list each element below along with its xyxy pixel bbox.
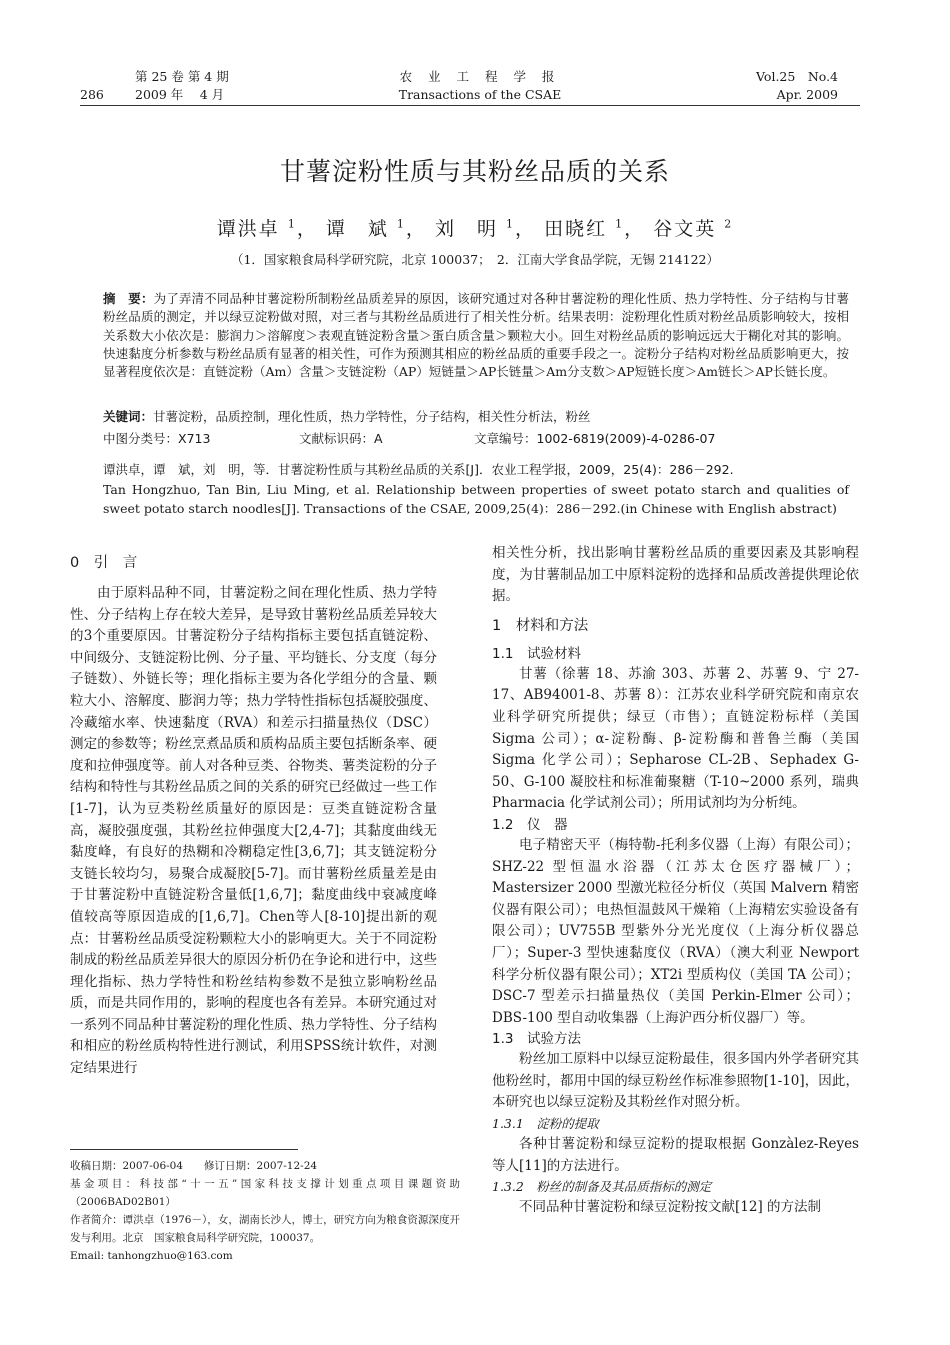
volume-cn: 第 25 卷 第 4 期: [135, 69, 229, 84]
noodle-prep-paragraph: 不同品种甘薯淀粉和绿豆淀粉按文献[12] 的方法制: [519, 1199, 822, 1216]
left-column: [70, 553, 437, 1080]
citation-cn: 谭洪卓，谭 斌，刘 明，等．甘薯淀粉性质与其粉丝品质的关系[J]．农业工程学报，2009，25(4)：286－292.: [103, 462, 734, 477]
materials-paragraph: 甘薯（徐薯 18、苏渝 303、苏薯 2、苏薯 9、宁 27-17、AB94001-8、苏薯 8）：江苏农业科学研究院和南京农业科学研究所提供；绿豆（市售）；直链淀粉标样（美国 Sigma 公司）；α-淀粉酶、β-淀粉酶和普鲁兰酶（美国 Sigma 化学公司）；Sepharose CL-2B、Sephadex G-50、G-100 凝胶柱和标准葡聚糖（T-10~2000 系列，瑞典 Pharmacia 化学试剂公司）；所用试剂均为分析纯。: [492, 665, 859, 812]
abstract-text: 为了弄清不同品种甘薯淀粉所制粉丝品质差异的原因，该研究通过对各种甘薯淀粉的理化性质、热力学特性、分子结构与甘薯粉丝品质的测定，并以绿豆淀粉做对照，对三者与其粉丝品质进行了相关性分析。结果表明：淀粉理化性质对粉丝品质影响较大，按相关系数大小依次是：膨润力＞溶解度＞表观直链淀粉含量＞蛋白质含量＞颗粒大小。回生对粉丝品质的影响远远大于糊化对其的影响。快速黏度分析参数与粉丝品质有显著的相关性，可作为预测其相应的粉丝品质的重要手段之一。淀粉分子结构对粉丝品质影响更大，按显著程度依次是：直链淀粉（Am）含量＞支链淀粉（AP）短链量＞AP长链量＞Am分支数＞AP短链长度＞Am链长＞AP长链长度。: [103, 291, 849, 380]
section-1-3-2-heading: 1.3.2 粉丝的制备及其品质指标的测定: [492, 1179, 712, 1195]
instruments-paragraph: 电子精密天平（梅特勒-托利多仪器（上海）有限公司）；SHZ-22 型恒温水浴器（江苏太仓医疗器械厂）；Mastersizer 2000 型激光粒径分析仪（英国 Malvern 精密仪器有限公司）；电热恒温鼓风干燥箱（上海精宏实验设备有限公司）；UV755B 型紫外分光光度仪（上海分析仪器总厂）；Super-3 型快速黏度仪（RVA）（澳大利亚 Newport 科学分析仪器有限公司）；XT2i 型质构仪（美国 TA 公司）；DSC-7 型差示扫描量热仪（美国 Perkin-Elmer 公司）；DBS-100 型自动收集器（上海沪西分析仪器厂）等。: [492, 836, 859, 1026]
paper-title: 甘薯淀粉性质与其粉丝品质的关系: [279, 157, 670, 186]
abstract-label: 摘 要：: [103, 291, 154, 306]
volume-en: Vol.25 No.4: [756, 69, 838, 84]
methods-paragraph: 粉丝加工原料中以绿豆淀粉最佳，很多国内外学者研究其他粉丝时，都用中国的绿豆粉丝作标准参照物[1-10]，因此，本研究也以绿豆淀粉及其粉丝作对照分析。: [492, 1051, 859, 1111]
received-dates: 收稿日期：2007-06-04 修订日期：2007-12-24: [70, 1160, 318, 1172]
date-en: Apr. 2009: [776, 87, 838, 102]
clc-number: 中图分类号：X713: [103, 431, 211, 446]
author-email: Email: tanhongzhuo@163.com: [70, 1250, 233, 1262]
section-1-heading: 1 材料和方法: [492, 617, 589, 634]
section-0-heading: 0 引 言: [70, 555, 138, 571]
section-1-1-heading: 1.1 试验材料: [492, 645, 581, 662]
article-number: 文章编号：1002-6819(2009)-4-0286-07: [474, 431, 716, 446]
journal-name-en: Transactions of the CSAE: [398, 87, 562, 102]
footnote: [70, 1157, 460, 1265]
keywords: [103, 408, 849, 426]
keywords-label: 关键词：: [103, 409, 154, 424]
classification-row: [103, 430, 715, 448]
author: 刘 明 $^1$: [434, 217, 516, 240]
right-column: [492, 543, 859, 1219]
header-rule: [80, 105, 860, 106]
fund-info: 基金项目：科技部“十一五”国家科技支撑计划重点项目课题资助（2006BAD02B01）: [70, 1178, 460, 1208]
abstract: [103, 290, 849, 381]
journal-name-cn: 农 业 工 程 学 报: [399, 69, 561, 84]
author: 田晓红 $^1$: [544, 217, 625, 240]
author: 谷文英 $^2$: [653, 217, 734, 240]
citation-en: Tan Hongzhuo, Tan Bin, Liu Ming, et al. Relationship between properties of sweet potato starch and qualities of sweet potato starch noodles[J]. Transactions of the CSAE, 2009,25(4)：286－292.(in Chinese with English abstract): [103, 482, 849, 516]
document-code: 文献标识码：A: [299, 431, 383, 446]
section-1-3-heading: 1.3 试验方法: [492, 1031, 581, 1048]
page-number: 286: [80, 87, 104, 102]
author: 谭洪卓 $^1$: [216, 217, 297, 240]
starch-extraction-paragraph: 各种甘薯淀粉和绿豆淀粉的提取根据 Gonzàlez-Reyes 等人[11]的方法进行。: [492, 1136, 859, 1174]
intro-continued: 相关性分析，找出影响甘薯粉丝品质的重要因素及其影响程度，为甘薯制品加工中原料淀粉的选择和品质改善提供理论依据。: [492, 545, 859, 605]
author-bio: 作者简介：谭洪卓（1976－），女，湖南长沙人，博士，研究方向为粮食资源深度开发与利用。北京 国家粮食局科学研究院，100037。: [70, 1214, 460, 1244]
keywords-text: 甘薯淀粉，品质控制，理化性质，热力学特性，分子结构，相关性分析法，粉丝: [153, 409, 591, 424]
author-list: 谭洪卓 $^1$， 谭 斌 $^1$， 刘 明 $^1$， 田晓红 $^1$， 谷文英 $^2$: [216, 217, 734, 240]
author: 谭 斌 $^1$: [325, 217, 406, 240]
date-cn: 2009 年 4 月: [135, 87, 225, 102]
section-1-2-heading: 1.2 仪 器: [492, 816, 568, 833]
intro-paragraph: 由于原料品种不同，甘薯淀粉之间在理化性质、热力学特性、分子结构上存在较大差异，是导致甘薯粉丝品质差异较大的3个重要原因。甘薯淀粉分子结构指标主要包括直链淀粉、中间级分、支链淀粉比例、分子量、平均链长、分支度（每分子链数）、外链长等；理化指标主要为各化学组分的含量、颗粒大小、溶解度、膨润力等；热力学特性指标包括凝胶强度、冷藏缩水率、快速黏度（RVA）和差示扫描量热仪（DSC）测定的参数等；粉丝烹煮品质和质构品质主要包括断条率、硬度和拉伸强度等。前人对各种豆类、谷物类、薯类淀粉的分子结构和特性与其粉丝品质之间的关系的研究已经做过一些工作[1-7]，认为豆类粉丝质量好的原因是：豆类直链淀粉含量高，凝胶强度强，其粉丝拉伸强度大[2,4-7]；其黏度曲线无黏度峰，有良好的热糊和冷糊稳定性[3,6,7]；其支链淀粉分支链长较均匀，易聚合成凝胶[5-7]。而甘薯粉丝质量差是由于甘薯淀粉中直链淀粉含量低[1,6,7]；黏度曲线中衰减度峰值较高等原因造成的[1,6,7]。Chen等人[8-10]提出新的观点：甘薯粉丝品质受淀粉颗粒大小的影响更大。关于不同淀粉制成的粉丝品质差异很大的原因分析仍在争论和进行中，这些理化指标、热力学特性和粉丝结构参数不是独立影响粉丝品质，而是共同作用的，影响的程度也各有差异。本研究通过对一系列不同品种甘薯淀粉的理化性质、热力学特性、分子结构和相应的粉丝质构特性进行测试，利用SPSS统计软件，对测定结果进行: [70, 585, 437, 1077]
section-1-3-1-heading: 1.3.1 淀粉的提取: [492, 1116, 599, 1132]
affiliations: （1．国家粮食局科学研究院，北京 100037； 2．江南大学食品学院，无锡 214122）: [230, 252, 720, 267]
footnote-rule: [70, 1149, 298, 1150]
